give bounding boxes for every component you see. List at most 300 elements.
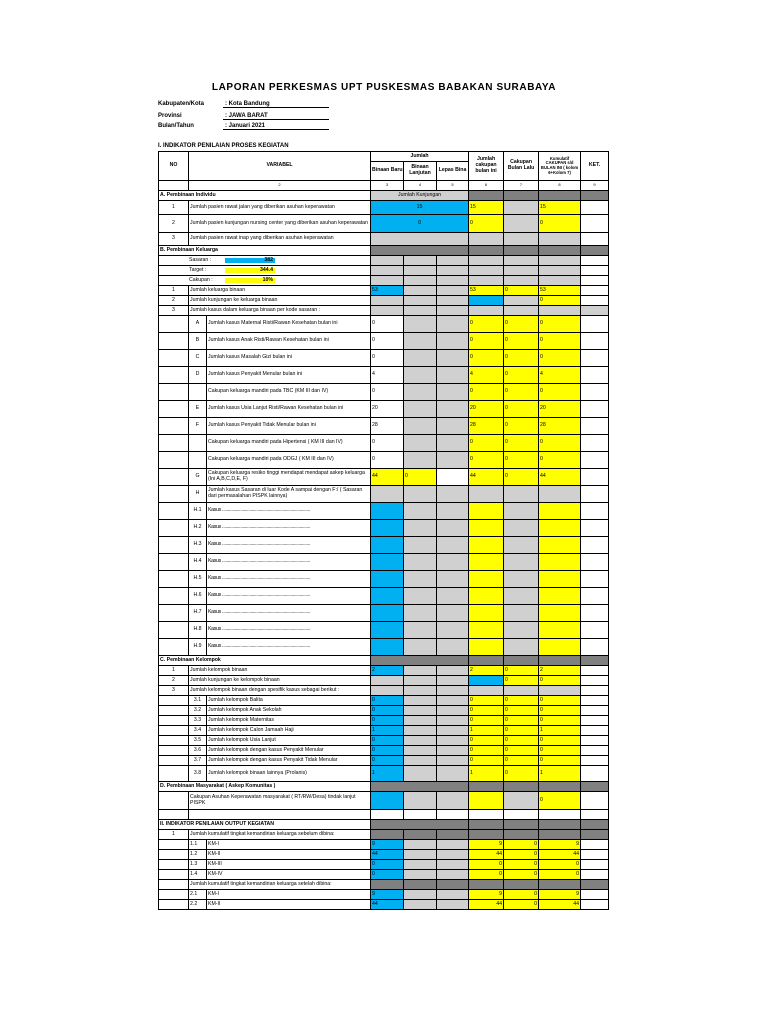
cell-value: 0	[371, 736, 404, 746]
fill	[371, 656, 469, 666]
cell-ket	[581, 215, 609, 233]
fill	[469, 656, 504, 666]
target-cell	[159, 266, 371, 276]
fill	[437, 686, 469, 696]
cell-col8: 53	[539, 286, 581, 296]
table-row	[159, 706, 609, 716]
section-2-title: II. INDIKATOR PENILAIAN OUTPUT KEGIATAN	[159, 820, 371, 830]
fill	[371, 276, 404, 286]
blank	[159, 435, 189, 452]
fill	[437, 316, 469, 333]
table-row	[159, 537, 609, 554]
blank	[159, 605, 189, 622]
blank	[437, 469, 469, 486]
fill	[539, 605, 581, 622]
fill	[437, 367, 469, 384]
cell-value: 15	[371, 201, 469, 215]
fill	[504, 880, 539, 890]
fill	[504, 503, 539, 520]
cell-ket	[581, 792, 609, 810]
cell-col7: 0	[504, 666, 539, 676]
fill	[404, 333, 437, 350]
cell-col8: 9	[539, 840, 581, 850]
row-label: Jumlah kelompok dengan kasus Penyakit Menular	[207, 746, 371, 756]
cell-col6: 0	[469, 870, 504, 880]
fill	[437, 696, 469, 706]
fill	[437, 792, 469, 810]
cell-col8: 0	[539, 435, 581, 452]
cell-value: 2	[371, 666, 404, 676]
table-row	[159, 469, 609, 486]
cell-ket	[581, 756, 609, 766]
table-row	[159, 792, 609, 810]
row-label: Jumlah kelompok Maternitas	[207, 716, 371, 726]
fill	[504, 520, 539, 537]
fill	[371, 686, 404, 696]
table-row	[159, 435, 609, 452]
sasaran-row	[159, 256, 609, 266]
table-row	[159, 554, 609, 571]
col-num-4: 4	[404, 181, 437, 191]
row-code: 3.2	[189, 706, 207, 716]
blank	[159, 452, 189, 469]
row-label: Jumlah kelompok binaan lainnya (Prolanis)	[207, 766, 371, 782]
cell-col8: 0	[539, 296, 581, 306]
fill	[404, 266, 437, 276]
row-label: Jumlah keluarga binaan	[189, 286, 371, 296]
row-code: 3.5	[189, 736, 207, 746]
fill	[504, 215, 539, 233]
cell-col8: 0	[539, 452, 581, 469]
fill	[469, 520, 504, 537]
blank	[159, 571, 189, 588]
cell-ket	[581, 686, 609, 696]
cell-col8: 20	[539, 401, 581, 418]
cell-col6: 4	[469, 367, 504, 384]
fill	[581, 191, 609, 201]
fill	[581, 656, 609, 666]
cell-col7: 0	[504, 860, 539, 870]
col-num-6: 6	[469, 181, 504, 191]
header-binaan-baru: Binaan Baru	[371, 162, 404, 181]
meta-label: Bulan/Tahun	[158, 123, 194, 129]
cell-col8: 4	[539, 367, 581, 384]
fill	[371, 233, 469, 246]
fill	[404, 296, 437, 306]
cell-col8: 0	[539, 746, 581, 756]
fill	[437, 333, 469, 350]
row-no: 3	[159, 233, 189, 246]
row-code: B	[189, 333, 207, 350]
fill	[371, 306, 404, 316]
fill	[404, 746, 437, 756]
fill	[437, 486, 469, 503]
meta-label: Kabupaten/Kota	[158, 101, 205, 107]
cell-col8: 0	[539, 870, 581, 880]
cakupan-cell	[159, 276, 371, 286]
blank	[159, 316, 189, 333]
cell-col6: 9	[469, 840, 504, 850]
cell-ket	[581, 736, 609, 746]
cell-col8: 2	[539, 666, 581, 676]
fill	[504, 686, 539, 696]
cell-ket	[581, 605, 609, 622]
table-row	[159, 571, 609, 588]
cell-value: 0	[371, 716, 404, 726]
fill	[404, 286, 437, 296]
fill	[371, 256, 404, 266]
cell-col7: 0	[504, 736, 539, 746]
cell-col7: 0	[504, 452, 539, 469]
header-row	[159, 152, 609, 162]
cell-col8: 1	[539, 766, 581, 782]
fill	[404, 435, 437, 452]
fill	[539, 588, 581, 605]
blank	[159, 840, 189, 850]
fill	[371, 820, 469, 830]
col-num-3: 3	[371, 181, 404, 191]
blank	[159, 503, 189, 520]
header-variabel: VARIABEL	[189, 152, 371, 181]
fill	[437, 588, 469, 605]
sasaran-label: Sasaran :	[189, 256, 212, 263]
cell-col6: 0	[469, 452, 504, 469]
fill	[404, 840, 437, 850]
fill	[469, 276, 504, 286]
cell-col6: 28	[469, 418, 504, 435]
col-num-2: 2	[189, 181, 371, 191]
blank	[437, 810, 469, 820]
cell-ket	[581, 554, 609, 571]
row-no: 2	[159, 215, 189, 233]
fill	[437, 384, 469, 401]
sasaran-value: 382	[225, 258, 275, 264]
fill	[404, 486, 437, 503]
fill	[437, 418, 469, 435]
cell-col8: 0	[539, 215, 581, 233]
row-label: Jumlah kelompok Balita	[207, 696, 371, 706]
fill	[504, 554, 539, 571]
cell-value: 20	[371, 401, 404, 418]
fill	[371, 588, 404, 605]
row-label: Kasus .............................................................................	[207, 520, 371, 537]
cell-col6: 0	[469, 316, 504, 333]
fill	[404, 367, 437, 384]
fill	[404, 706, 437, 716]
row-label: Jumlah kasus Usia Lanjut Risti/Rawan Kesehatan bulan ini	[207, 401, 371, 418]
cell-ket	[581, 286, 609, 296]
cell-col7: 0	[504, 350, 539, 367]
blank	[159, 880, 189, 890]
blank	[159, 716, 189, 726]
fill	[404, 890, 437, 900]
meta-value: : Kota Bandung	[223, 101, 329, 108]
row-label: Kasus .............................................................................	[207, 639, 371, 656]
cell-ket	[581, 401, 609, 418]
table-row	[159, 286, 609, 296]
fill	[469, 503, 504, 520]
cell-col7: 0	[504, 384, 539, 401]
row-code: H.9	[189, 639, 207, 656]
cell-col7: 0	[504, 676, 539, 686]
cell-value: 0	[371, 350, 404, 367]
fill	[437, 766, 469, 782]
fill	[437, 276, 469, 286]
table-row	[159, 676, 609, 686]
row-label: KM-IV	[207, 870, 371, 880]
cell-ket	[581, 870, 609, 880]
fill	[404, 350, 437, 367]
table-row	[159, 890, 609, 900]
cell-col7: 0	[504, 746, 539, 756]
cell-col8: 0	[539, 316, 581, 333]
table-row	[159, 316, 609, 333]
fill	[404, 605, 437, 622]
fill	[469, 792, 504, 810]
row-code: H.2	[189, 520, 207, 537]
fill	[539, 306, 581, 316]
row-code: H.8	[189, 622, 207, 639]
cell-ket	[581, 418, 609, 435]
row-code: 2.2	[189, 900, 207, 910]
cell-col6: 1	[469, 726, 504, 736]
fill	[469, 605, 504, 622]
cell-col6: 2	[469, 666, 504, 676]
row-label: Jumlah kelompok binaan dengan spesifik kasus sebagai berikut :	[189, 686, 371, 696]
header-jumlah: Jumlah	[371, 152, 469, 162]
cell-col7: 0	[504, 840, 539, 850]
fill	[469, 571, 504, 588]
row-label: KM-II	[207, 900, 371, 910]
fill	[371, 676, 404, 686]
cell-col7: 0	[504, 333, 539, 350]
cell-ket	[581, 367, 609, 384]
cell-col7: 0	[504, 870, 539, 880]
cell-ket	[581, 860, 609, 870]
blank	[159, 792, 189, 810]
fill	[371, 880, 404, 890]
fill	[504, 276, 539, 286]
fill	[469, 554, 504, 571]
fill	[404, 452, 437, 469]
cell-value: 0	[371, 384, 404, 401]
fill	[504, 605, 539, 622]
cell-ket	[581, 537, 609, 554]
blank	[504, 810, 539, 820]
cell-ket	[581, 766, 609, 782]
row-label: Cakupan keluarga resiko tinggi mendapat mendapat askep keluarga (Ini A,B,C,D,E, F)	[207, 469, 371, 486]
fill	[539, 191, 581, 201]
blank	[159, 746, 189, 756]
table-row	[159, 900, 609, 910]
cell-col6: 1	[469, 766, 504, 782]
fill	[404, 554, 437, 571]
fill	[539, 880, 581, 890]
row-label: Kasus .............................................................................	[207, 588, 371, 605]
fill	[404, 880, 437, 890]
cell-col7: 0	[504, 435, 539, 452]
fill	[581, 880, 609, 890]
table-row	[159, 639, 609, 656]
fill	[469, 880, 504, 890]
fill	[504, 792, 539, 810]
cell-col7: 0	[504, 756, 539, 766]
fill	[504, 256, 539, 266]
meta-row-provinsi	[158, 113, 358, 122]
fill	[404, 537, 437, 554]
fill	[539, 830, 581, 840]
row-no: 3	[159, 306, 189, 316]
cell-value: 53	[371, 286, 404, 296]
table-row	[159, 736, 609, 746]
fill	[437, 520, 469, 537]
fill	[504, 656, 539, 666]
cell-ket	[581, 316, 609, 333]
table-row	[159, 666, 609, 676]
header-kumulatif: Kumulatif CAKUPAN s/d BULAN INI ( kolom 6+Kolom 7)	[539, 152, 581, 181]
cell-col6: 0	[469, 435, 504, 452]
fill	[404, 503, 437, 520]
fill	[539, 622, 581, 639]
cell-value: 0	[371, 696, 404, 706]
row-label: Cakupan Asuhan Keperawatan masyarakat ( RT/RW/Desa) tindak lanjut PISPK	[189, 792, 371, 810]
fill	[404, 756, 437, 766]
col-num-7: 7	[504, 181, 539, 191]
fill	[504, 201, 539, 215]
cell-value: 0	[371, 215, 469, 233]
cell-value: 9	[371, 840, 404, 850]
table-row	[159, 605, 609, 622]
table-row	[159, 215, 609, 233]
row-code: 3.4	[189, 726, 207, 736]
row-no: 1	[159, 201, 189, 215]
blank	[159, 401, 189, 418]
fill	[469, 191, 504, 201]
table-row	[159, 233, 609, 246]
cell-ket	[581, 746, 609, 756]
row-label: Jumlah kasus Penyakit Tidak Menular bulan ini	[207, 418, 371, 435]
fill	[437, 880, 469, 890]
meta-value: : JAWA BARAT	[223, 113, 329, 120]
fill	[404, 520, 437, 537]
fill	[437, 736, 469, 746]
row-no: 2	[159, 676, 189, 686]
fill	[469, 246, 504, 256]
table-row	[159, 367, 609, 384]
row-no: 1	[159, 830, 189, 840]
cell-col6: 0	[469, 746, 504, 756]
table-row	[159, 766, 609, 782]
cell-col8: 9	[539, 890, 581, 900]
cell-value: 1	[371, 766, 404, 782]
fill	[437, 605, 469, 622]
table-row	[159, 350, 609, 367]
fill	[371, 639, 404, 656]
row-label: Jumlah kelompok Usia Lanjut	[207, 736, 371, 746]
fill	[371, 782, 469, 792]
fill	[469, 820, 504, 830]
fill	[404, 686, 437, 696]
fill	[371, 554, 404, 571]
blank	[159, 696, 189, 706]
fill	[404, 860, 437, 870]
fill	[437, 266, 469, 276]
table-row	[159, 726, 609, 736]
cell-col6: 0	[469, 215, 504, 233]
cell-col6: 0	[469, 696, 504, 706]
table-row	[159, 296, 609, 306]
col-num-9: 9	[581, 181, 609, 191]
table-row	[159, 520, 609, 537]
header-ket: KET.	[581, 152, 609, 181]
row-label: Kasus .............................................................................	[207, 503, 371, 520]
section-1-title: I. INDIKATOR PENILAIAN PROSES KEGIATAN	[158, 143, 289, 149]
row-code: H.5	[189, 571, 207, 588]
cell-col8: 0	[539, 716, 581, 726]
blank	[159, 860, 189, 870]
report-table	[158, 151, 609, 910]
fill	[404, 256, 437, 266]
fill	[437, 401, 469, 418]
fill	[404, 726, 437, 736]
fill	[469, 486, 504, 503]
cell-ket	[581, 201, 609, 215]
table-row	[159, 840, 609, 850]
fill	[539, 554, 581, 571]
cell-col8: 0	[539, 756, 581, 766]
row-code	[189, 435, 207, 452]
section-a-title: A. Pembinaan Individu	[159, 191, 371, 201]
section-c-row	[159, 656, 609, 666]
table-row	[159, 452, 609, 469]
cell-col7: 0	[504, 890, 539, 900]
fill	[539, 520, 581, 537]
cell-col8: 0	[539, 350, 581, 367]
fill	[539, 276, 581, 286]
fill	[504, 306, 539, 316]
blank	[159, 890, 189, 900]
row-label: Cakupan keluarga mandiri pada Hipertensi ( KM III dan IV)	[207, 435, 371, 452]
cell-col6: 53	[469, 286, 504, 296]
blank	[159, 554, 189, 571]
fill	[371, 622, 404, 639]
blank	[159, 870, 189, 880]
row-code: C	[189, 350, 207, 367]
fill	[437, 286, 469, 296]
fill	[469, 233, 504, 246]
fill	[371, 537, 404, 554]
cell-col8: 0	[539, 860, 581, 870]
fill	[469, 296, 504, 306]
row-label: Jumlah kunjungan ke kelompok binaan	[189, 676, 371, 686]
fill	[371, 486, 404, 503]
table-row	[159, 384, 609, 401]
meta-row-kabupaten	[158, 101, 358, 110]
row-label: KM-III	[207, 860, 371, 870]
fill	[437, 554, 469, 571]
fill	[539, 686, 581, 696]
blank	[159, 350, 189, 367]
cell-col8: 0	[539, 696, 581, 706]
fill	[404, 736, 437, 746]
header-lepas-bina: Lepas Bina	[437, 162, 469, 181]
blank	[159, 367, 189, 384]
cell-col6: 0	[469, 706, 504, 716]
fill	[371, 246, 469, 256]
cell-col8: 15	[539, 201, 581, 215]
header-binaan-lanjutan: Binaan Lanjutan	[404, 162, 437, 181]
fill	[437, 537, 469, 554]
